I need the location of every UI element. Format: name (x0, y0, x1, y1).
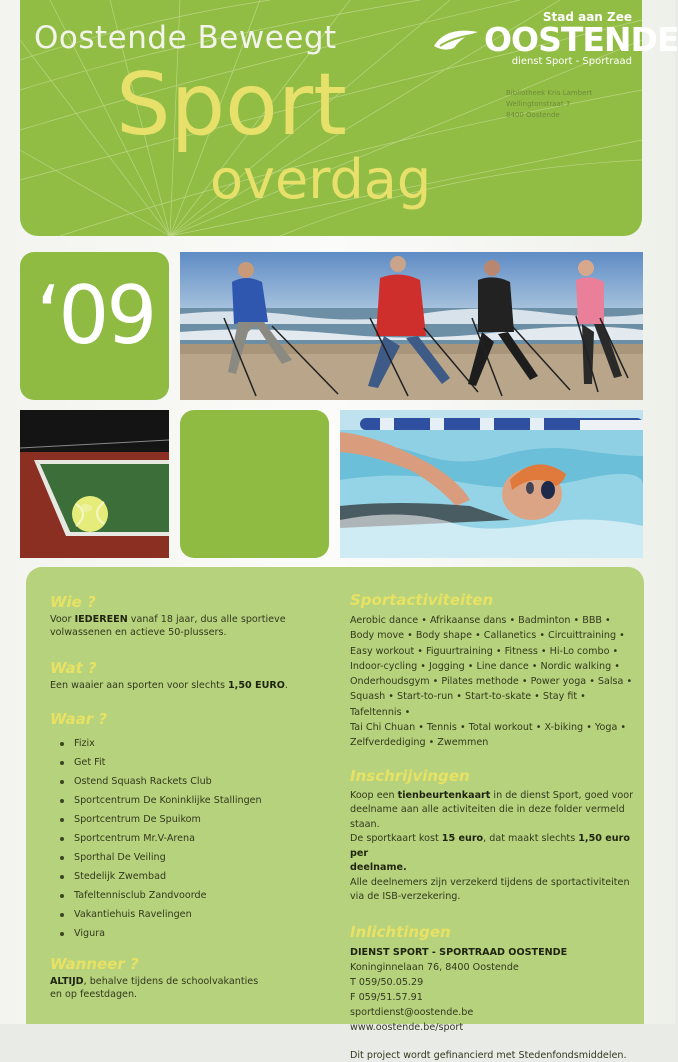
year-text: ‘09 (36, 269, 155, 362)
activities-line: Tai Chi Chuan • Tennis • Total workout • X-biking • Yoga • (350, 722, 627, 734)
insch-p2-line2: via de ISB-verzekering. (350, 891, 461, 903)
wat-text (50, 679, 320, 692)
leaf-logo-icon (432, 24, 480, 54)
nordic-walking-photo (180, 252, 643, 400)
inschrijvingen-heading: Inschrijvingen (350, 766, 470, 785)
activities-line: Onderhoudsgym • Pilates methode • Power yoga • Salsa • (350, 676, 633, 688)
stamp-address-line: 8400 Oostende (506, 111, 560, 119)
waar-heading: Waar ? (50, 710, 108, 728)
inlichtingen-text (350, 945, 638, 1035)
inlichtingen-web: www.oostende.be/sport (350, 1021, 464, 1033)
wanneer-rest: , behalve tijdens de schoolvakanties (83, 976, 259, 987)
insch-b: in de dienst Sport, goed voor (490, 789, 634, 801)
swimmer-photo (340, 410, 643, 558)
info-panel (26, 567, 644, 1061)
list-item: Stedelijk Zwembad (50, 867, 320, 886)
insch-price: 15 euro (441, 833, 484, 845)
wat-heading: Wat ? (50, 659, 97, 677)
insch-line4: deelname. (350, 862, 407, 874)
list-item: Ostend Squash Rackets Club (50, 772, 320, 791)
list-item: Sportcentrum Mr.V-Arena (50, 829, 320, 848)
list-item: Sporthal De Veiling (50, 848, 320, 867)
list-item: Vigura (50, 924, 320, 943)
info-right-column (350, 591, 638, 1062)
logo-name-text: OOSTENDE (484, 20, 678, 59)
sportactiviteiten-list (350, 613, 638, 751)
poster-header (20, 0, 678, 236)
wanneer-line2: en op feestdagen. (50, 989, 138, 1000)
green-tile (180, 410, 329, 558)
wat-bold: 1,50 EURO (228, 680, 285, 691)
activities-line: Zelfverdediging • Zwemmen (350, 737, 489, 749)
wie-line2: volwassenen en actieve 50-plussers. (50, 627, 227, 638)
info-left-column (50, 593, 320, 1001)
inlichtingen-heading: Inlichtingen (350, 922, 451, 941)
inlichtingen-tel: T 059/50.05.29 (350, 976, 424, 988)
activities-line: Indoor-cycling • Jogging • Line dance • Nordic walking • (350, 660, 620, 672)
stamp-address-line: Bibliotheek Kris Lambert (506, 89, 593, 97)
wie-text (50, 613, 320, 639)
header-title-sport: Sport (116, 55, 347, 155)
wanneer-heading: Wanneer ? (50, 955, 139, 973)
activities-line: Aerobic dance • Afrikaanse dans • Badminton • BBB • (350, 615, 611, 626)
wie-heading: Wie ? (50, 593, 96, 611)
wie-bold: IEDEREEN (74, 614, 128, 625)
wat-prefix: Een waaier aan sporten voor slechts (50, 680, 228, 691)
insch-line2: deelname aan alle activiteiten die in deze folder vermeld staan. (350, 804, 625, 830)
insch-bold: tienbeurtenkaart (397, 789, 491, 801)
wie-prefix: Voor (50, 614, 75, 625)
insch-a: Koop een (350, 789, 398, 801)
inlichtingen-org: DIENST SPORT - SPORTRAAD OOSTENDE (350, 946, 568, 958)
activities-line: Easy workout • Figuurtraining • Fitness • Hi-Lo combo • (350, 645, 619, 657)
tennis-ball-photo (20, 410, 169, 558)
inlichtingen-fax: F 059/51.57.91 (350, 991, 423, 1003)
waar-list (50, 734, 320, 943)
list-item: Get Fit (50, 753, 320, 772)
sportactiviteiten-heading: Sportactiviteiten (350, 591, 494, 609)
nordic-walking-image (180, 252, 643, 400)
swimmer-image (340, 410, 643, 558)
year-tile (20, 252, 169, 400)
header-title-overdag: overdag (210, 148, 432, 211)
stamp-address (506, 88, 636, 121)
tennis-image (20, 410, 169, 558)
list-item: Sportcentrum De Spuikom (50, 810, 320, 829)
list-item: Vakantiehuis Ravelingen (50, 905, 320, 924)
inlichtingen-address: Koninginnelaan 76, 8400 Oostende (350, 961, 519, 973)
oostende-logo (432, 10, 678, 70)
wanneer-bold: ALTIJD (50, 976, 84, 987)
inlichtingen-email: sportdienst@oostende.be (350, 1006, 474, 1018)
header-title-top: Oostende Beweegt (34, 20, 337, 56)
list-item: Sportcentrum De Koninklijke Stallingen (50, 791, 320, 810)
insch-line3a: De sportkaart kost (350, 833, 442, 845)
logo-stad-text: Stad aan Zee (542, 10, 632, 24)
inschrijvingen-text (350, 789, 638, 905)
activities-line: Body move • Body shape • Callanetics • Circuittraining • (350, 630, 625, 642)
insch-p2-line1: Alle deelnemers zijn verzekerd tijdens de sportactiviteiten (350, 876, 630, 888)
wanneer-text (50, 975, 320, 1001)
funding-note: Dit project wordt gefinancierd met Stedenfondsmiddelen. (350, 1049, 627, 1061)
activities-line: Squash • Start-to-run • Start-to-skate • Stay fit • Tafeltennis • (350, 691, 586, 718)
list-item: Tafeltennisclub Zandvoorde (50, 886, 320, 905)
wat-suffix: . (284, 680, 288, 691)
insch-line3b: , dat maakt slechts (483, 833, 579, 845)
list-item: Fizix (50, 734, 320, 753)
wie-rest: vanaf 18 jaar, dus alle sportieve (127, 614, 286, 625)
stamp-address-line: Wellingtonstraat 7 (506, 100, 571, 108)
insch-per: 1,50 euro per (350, 833, 630, 859)
logo-sub-text: dienst Sport - Sportraad (511, 56, 632, 67)
